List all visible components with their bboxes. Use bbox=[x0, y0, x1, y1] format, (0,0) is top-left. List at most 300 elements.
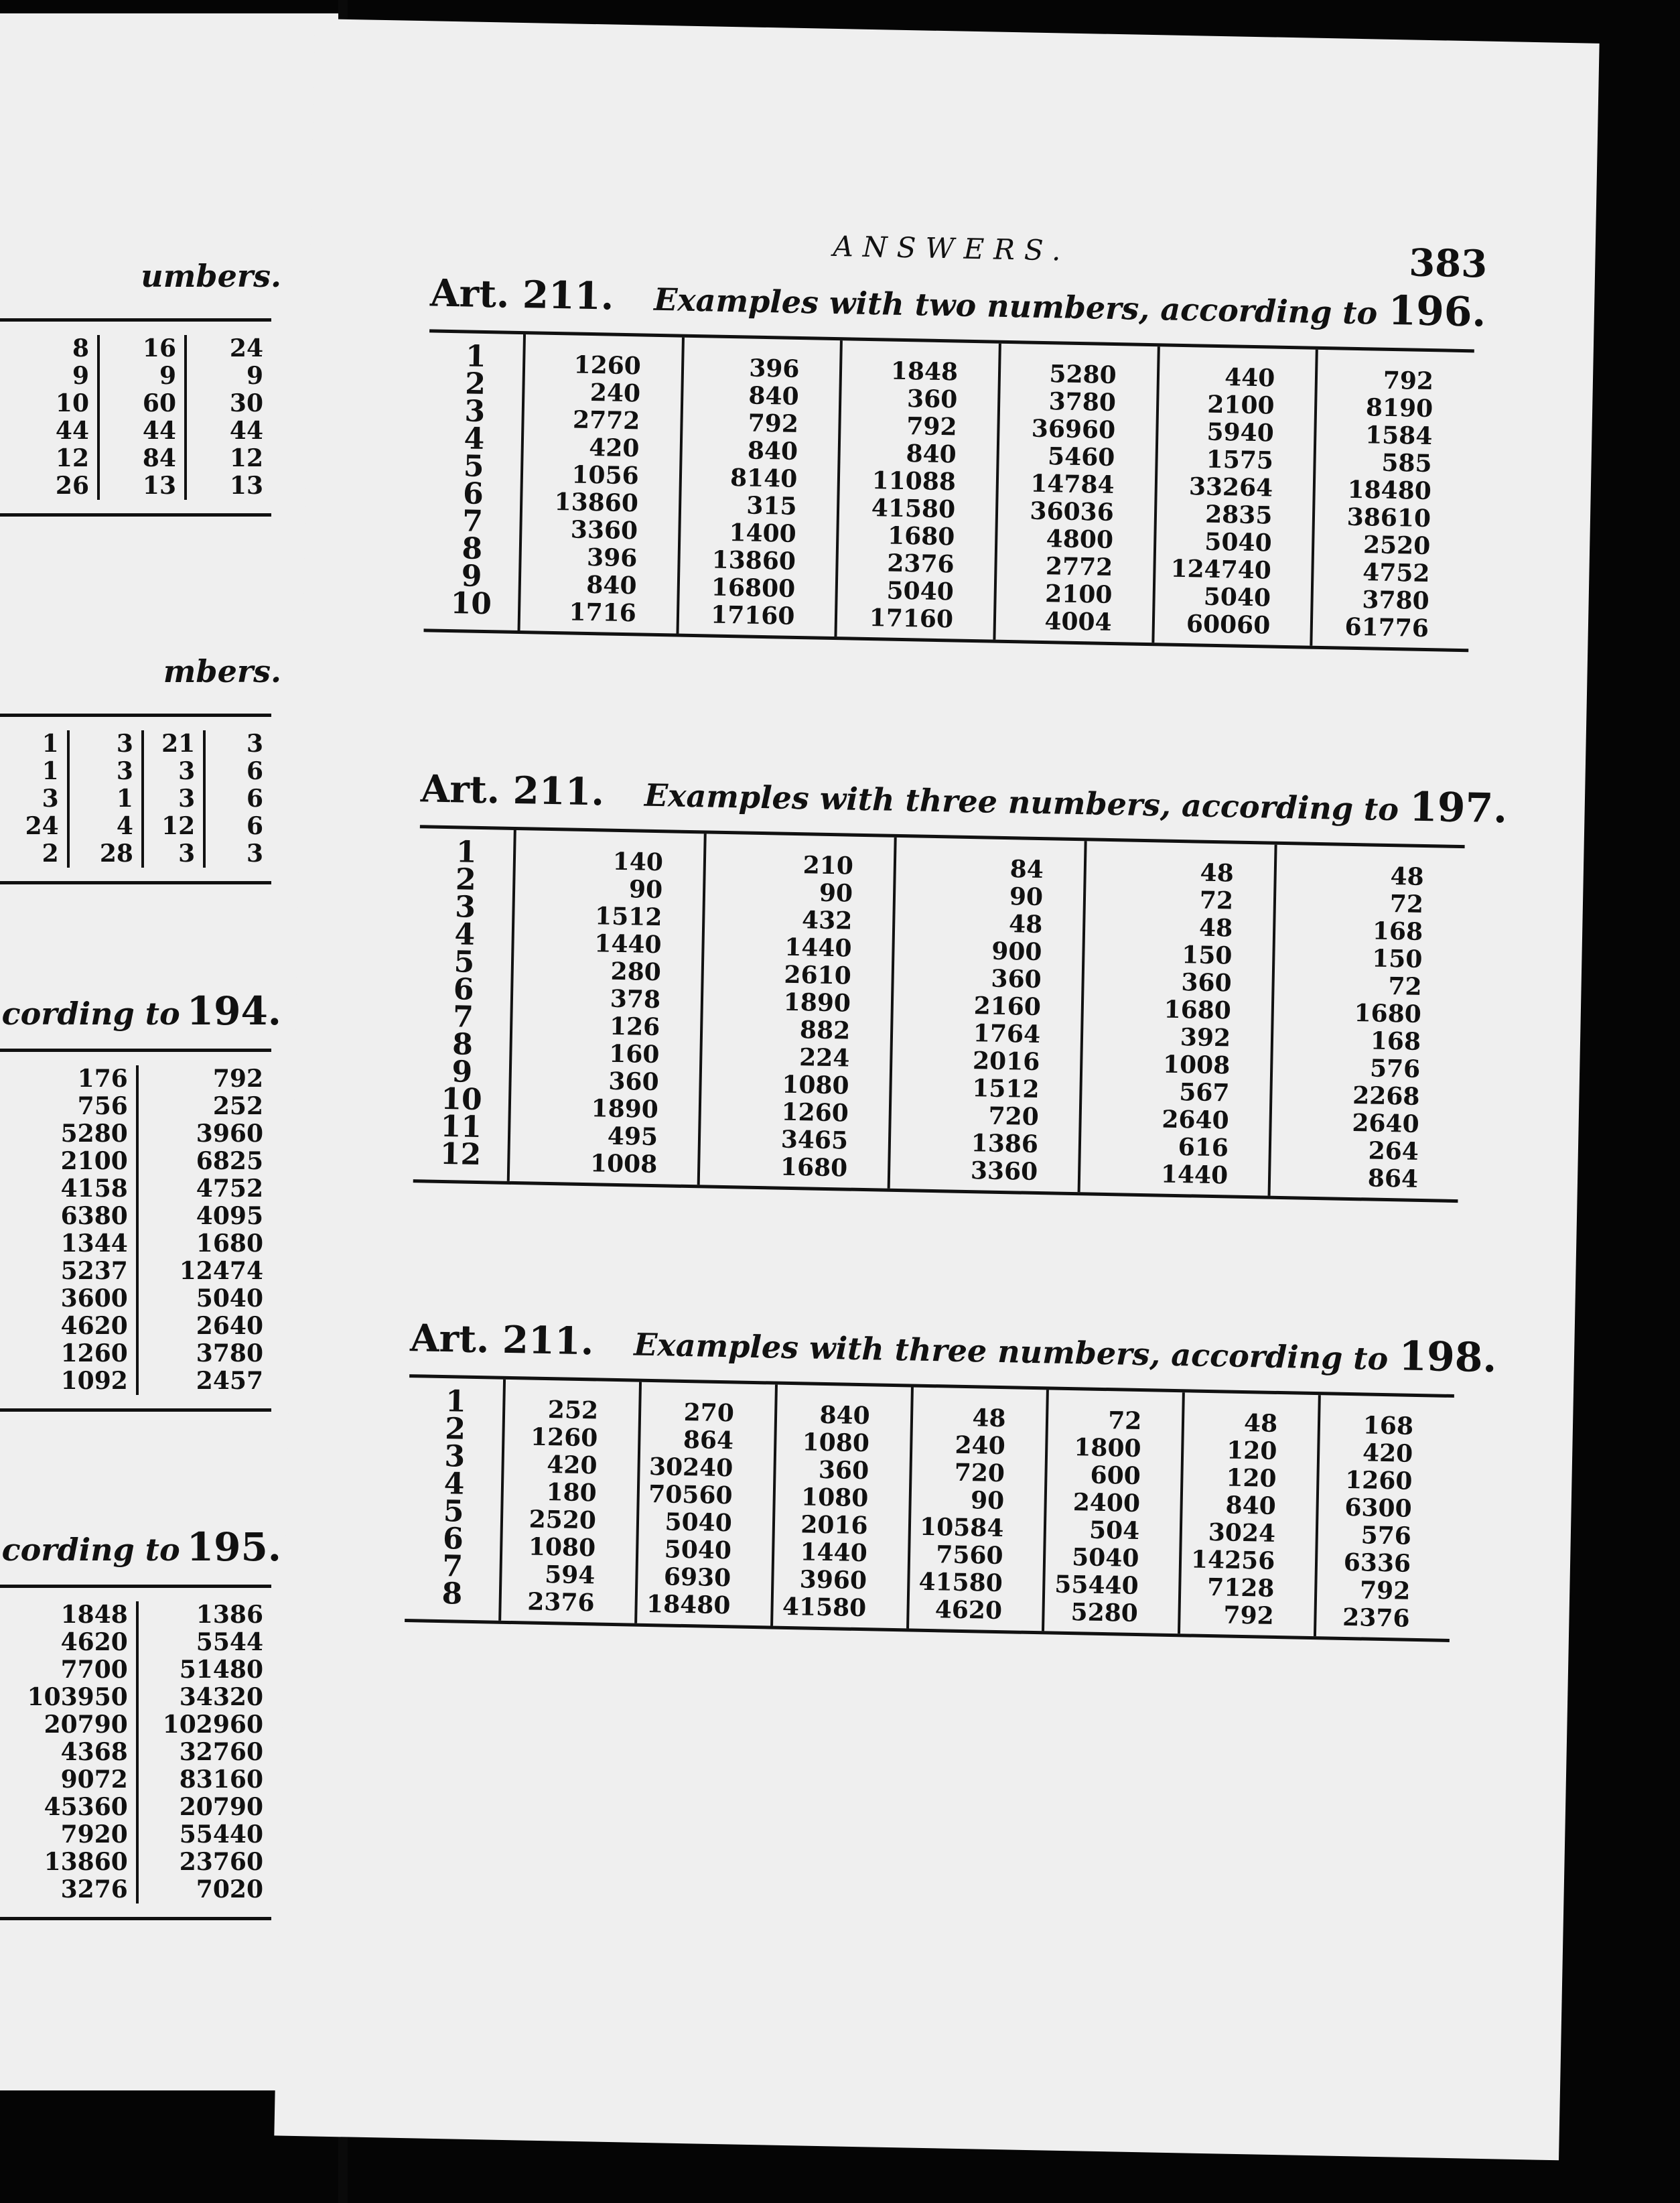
answer-value: 2640 bbox=[1162, 1105, 1230, 1135]
answer-value: 3780 bbox=[196, 1339, 263, 1367]
partial-answer-table bbox=[0, 730, 271, 868]
example-number: 5 bbox=[453, 945, 475, 980]
answer-value: 1890 bbox=[783, 988, 851, 1018]
answer-value: 3 bbox=[116, 730, 133, 758]
answer-value: 3960 bbox=[799, 1565, 867, 1595]
answer-value: 33264 bbox=[1188, 472, 1273, 503]
partial-section-reference: 194. bbox=[186, 988, 281, 1034]
answer-value: 396 bbox=[748, 354, 800, 383]
answer-value: 83160 bbox=[179, 1765, 263, 1794]
answer-value: 280 bbox=[610, 957, 662, 987]
answer-value: 2520 bbox=[1362, 531, 1431, 561]
partial-top-rule bbox=[0, 318, 271, 322]
answer-value: 51480 bbox=[179, 1656, 263, 1684]
answer-value: 3360 bbox=[970, 1156, 1038, 1187]
answer-value: 8 bbox=[72, 334, 89, 362]
example-number-column bbox=[424, 332, 523, 630]
answer-value: 4368 bbox=[60, 1738, 128, 1766]
partial-answer-column bbox=[0, 1065, 136, 1395]
answer-value: 1260 bbox=[573, 350, 642, 381]
answer-value: 792 bbox=[1359, 1576, 1411, 1605]
answer-value: 576 bbox=[1369, 1054, 1421, 1083]
partial-answer-column bbox=[203, 730, 271, 868]
answer-value: 2457 bbox=[196, 1367, 263, 1395]
answer-value: 3360 bbox=[570, 515, 638, 545]
example-number-column bbox=[413, 828, 514, 1181]
answer-value: 21 bbox=[161, 730, 196, 758]
answer-value: 900 bbox=[991, 937, 1042, 967]
answer-value: 34320 bbox=[179, 1683, 263, 1711]
answer-column bbox=[697, 833, 894, 1188]
answer-value: 1512 bbox=[594, 902, 662, 932]
example-number: 7 bbox=[441, 1549, 464, 1584]
answer-value: 124740 bbox=[1170, 554, 1272, 585]
answer-value: 13860 bbox=[711, 545, 796, 576]
answer-value: 41580 bbox=[918, 1567, 1003, 1598]
answer-value: 61776 bbox=[1344, 612, 1429, 643]
answer-value: 72 bbox=[1389, 890, 1424, 919]
answer-value: 30240 bbox=[648, 1452, 733, 1483]
answer-value: 4752 bbox=[196, 1175, 263, 1203]
answer-value: 1440 bbox=[593, 929, 662, 959]
answer-value: 3 bbox=[246, 840, 263, 868]
example-number: 10 bbox=[450, 586, 492, 622]
example-number: 7 bbox=[452, 1000, 474, 1034]
partial-answer-column bbox=[0, 335, 97, 500]
answer-value: 1080 bbox=[781, 1070, 849, 1100]
answer-value: 840 bbox=[585, 570, 637, 600]
partial-answer-column bbox=[141, 730, 203, 868]
answer-column bbox=[676, 338, 840, 637]
answer-value: 392 bbox=[1180, 1023, 1231, 1053]
answer-value: 12 bbox=[55, 444, 89, 472]
answer-value: 103950 bbox=[27, 1683, 128, 1711]
answer-value: 2160 bbox=[973, 992, 1042, 1022]
answer-column bbox=[1151, 346, 1316, 645]
answer-value: 792 bbox=[906, 412, 957, 442]
answer-value: 6380 bbox=[60, 1202, 128, 1230]
answer-value: 48 bbox=[1200, 858, 1235, 888]
section-description: Examples with three numbers, according to bbox=[633, 1326, 1389, 1378]
answer-value: 2376 bbox=[1342, 1603, 1410, 1633]
answer-value: 14784 bbox=[1030, 469, 1115, 500]
answer-value: 180 bbox=[546, 1478, 598, 1508]
answer-value: 72 bbox=[1388, 972, 1422, 1001]
answer-value: 70560 bbox=[648, 1479, 733, 1510]
example-number: 5 bbox=[443, 1494, 465, 1529]
answer-value: 168 bbox=[1362, 1411, 1414, 1441]
partial-answer-column bbox=[0, 730, 67, 868]
answer-value: 420 bbox=[588, 433, 640, 463]
answer-value: 13 bbox=[229, 472, 263, 500]
answer-value: 616 bbox=[1178, 1133, 1229, 1162]
answer-table bbox=[405, 1378, 1454, 1639]
answer-value: 90 bbox=[1009, 882, 1044, 912]
answer-column bbox=[634, 1382, 775, 1626]
running-head: ANSWERS. bbox=[833, 229, 1070, 267]
partial-answer-column bbox=[136, 1065, 271, 1395]
answer-value: 28 bbox=[99, 840, 133, 868]
answer-value: 6 bbox=[246, 785, 263, 813]
answer-value: 48 bbox=[972, 1404, 1006, 1433]
answer-value: 12474 bbox=[179, 1257, 263, 1285]
answer-value: 5040 bbox=[1203, 582, 1271, 612]
answer-value: 720 bbox=[954, 1458, 1005, 1488]
partial-answer-table bbox=[0, 1065, 271, 1395]
answer-value: 1386 bbox=[196, 1601, 263, 1629]
answer-value: 3960 bbox=[196, 1120, 263, 1148]
partial-top-rule bbox=[0, 714, 271, 717]
answer-value: 600 bbox=[1090, 1461, 1141, 1491]
answer-value: 792 bbox=[748, 409, 799, 438]
answer-value: 2100 bbox=[60, 1147, 128, 1175]
partial-bottom-rule bbox=[0, 513, 271, 517]
answer-value: 7128 bbox=[1206, 1573, 1275, 1603]
answer-value: 240 bbox=[589, 378, 641, 408]
answer-column bbox=[1042, 1390, 1182, 1633]
answer-value: 1008 bbox=[1162, 1050, 1231, 1080]
partial-bottom-rule bbox=[0, 881, 271, 884]
answer-value: 720 bbox=[988, 1102, 1040, 1132]
answer-value: 3465 bbox=[780, 1125, 849, 1155]
answer-section bbox=[413, 764, 1508, 1203]
answer-value: 140 bbox=[612, 847, 664, 877]
answer-value: 440 bbox=[1224, 363, 1275, 393]
answer-value: 12 bbox=[161, 812, 196, 840]
example-number: 11 bbox=[440, 1109, 482, 1145]
example-number: 1 bbox=[465, 339, 487, 374]
answer-value: 48 bbox=[1390, 862, 1425, 892]
answer-value: 1080 bbox=[528, 1532, 596, 1562]
answer-value: 1056 bbox=[571, 460, 640, 490]
answer-value: 6 bbox=[246, 812, 263, 840]
answer-value: 2772 bbox=[1045, 552, 1113, 582]
answer-value: 1260 bbox=[781, 1097, 849, 1128]
answer-value: 1890 bbox=[591, 1094, 659, 1124]
answer-value: 72 bbox=[1199, 886, 1234, 915]
answer-value: 11088 bbox=[871, 466, 957, 496]
example-number: 4 bbox=[464, 421, 485, 456]
section-reference: 198. bbox=[1398, 1333, 1498, 1382]
answer-value: 840 bbox=[747, 436, 798, 466]
answer-value: 1680 bbox=[1164, 995, 1232, 1025]
partial-section-title bbox=[2, 1524, 281, 1570]
answer-value: 252 bbox=[547, 1396, 599, 1425]
answer-value: 2100 bbox=[1044, 580, 1113, 610]
answer-value: 864 bbox=[1367, 1164, 1419, 1193]
answer-value: 3 bbox=[246, 730, 263, 758]
answer-value: 240 bbox=[955, 1430, 1006, 1461]
partial-answer-column bbox=[0, 1601, 136, 1904]
answer-value: 420 bbox=[546, 1451, 598, 1480]
answer-section bbox=[423, 269, 1487, 652]
answer-value: 9 bbox=[246, 362, 263, 390]
answer-value: 36960 bbox=[1031, 414, 1116, 445]
answer-value: 1680 bbox=[780, 1152, 848, 1183]
answer-value: 1512 bbox=[971, 1074, 1040, 1104]
partial-top-rule bbox=[0, 1585, 271, 1588]
answer-value: 5280 bbox=[1049, 360, 1117, 390]
partial-section-reference: 195. bbox=[186, 1524, 281, 1570]
answer-value: 2640 bbox=[196, 1312, 263, 1340]
answer-value: 2835 bbox=[1204, 500, 1273, 530]
answer-value: 1575 bbox=[1206, 445, 1274, 475]
answer-value: 1680 bbox=[887, 521, 955, 551]
answer-value: 270 bbox=[683, 1398, 735, 1428]
answer-value: 55440 bbox=[1054, 1570, 1139, 1601]
answer-value: 9072 bbox=[60, 1765, 128, 1794]
answer-value: 2268 bbox=[1352, 1081, 1420, 1111]
example-number-column bbox=[405, 1378, 503, 1621]
answer-value: 4620 bbox=[60, 1312, 128, 1340]
answer-value: 1440 bbox=[800, 1538, 868, 1568]
answer-value: 24 bbox=[25, 812, 59, 840]
article-label: Art. 211. bbox=[429, 271, 614, 319]
answer-value: 10 bbox=[55, 389, 89, 417]
answer-value: 264 bbox=[1368, 1136, 1419, 1166]
answer-value: 84 bbox=[1009, 855, 1044, 884]
answer-value: 1260 bbox=[60, 1339, 128, 1367]
answer-value: 13860 bbox=[44, 1848, 128, 1876]
answer-value: 495 bbox=[607, 1122, 658, 1152]
section-description: Examples with two numbers, according to bbox=[653, 281, 1378, 332]
answer-column bbox=[1268, 845, 1465, 1199]
answer-value: 2400 bbox=[1072, 1488, 1141, 1518]
answer-value: 5280 bbox=[1070, 1598, 1139, 1628]
answer-value: 4752 bbox=[1362, 558, 1430, 588]
answer-value: 882 bbox=[799, 1016, 851, 1045]
answer-value: 44 bbox=[142, 417, 176, 445]
answer-value: 792 bbox=[212, 1065, 263, 1093]
example-number: 6 bbox=[442, 1522, 464, 1556]
answer-value: 160 bbox=[608, 1039, 660, 1069]
answer-value: 3 bbox=[178, 757, 196, 785]
answer-value: 7020 bbox=[196, 1875, 263, 1904]
example-number: 3 bbox=[444, 1439, 466, 1474]
answer-value: 1260 bbox=[530, 1422, 598, 1453]
answer-section bbox=[405, 1314, 1498, 1642]
answer-value: 48 bbox=[1008, 910, 1043, 939]
answer-value: 224 bbox=[798, 1043, 850, 1073]
answer-value: 840 bbox=[906, 440, 957, 469]
partial-answer-table bbox=[0, 335, 271, 500]
example-number: 1 bbox=[456, 835, 477, 870]
example-number: 2 bbox=[455, 862, 477, 897]
answer-value: 4095 bbox=[196, 1202, 263, 1230]
answer-value: 150 bbox=[1371, 944, 1423, 974]
partial-answer-column bbox=[136, 1601, 271, 1904]
partial-bottom-rule bbox=[0, 1917, 271, 1920]
example-number: 8 bbox=[462, 531, 483, 566]
answer-value: 26 bbox=[55, 472, 89, 500]
answer-value: 8190 bbox=[1365, 393, 1433, 423]
answer-value: 5040 bbox=[1071, 1543, 1139, 1573]
answer-value: 5460 bbox=[1047, 442, 1115, 472]
answer-value: 41580 bbox=[782, 1592, 867, 1623]
example-number: 6 bbox=[462, 476, 484, 511]
answer-value: 840 bbox=[1225, 1491, 1277, 1520]
answer-value: 840 bbox=[748, 381, 800, 411]
answer-value: 17160 bbox=[710, 600, 795, 630]
answer-value: 792 bbox=[1383, 366, 1434, 396]
answer-value: 1680 bbox=[196, 1229, 263, 1258]
answer-value: 102960 bbox=[162, 1711, 263, 1739]
answer-table bbox=[413, 828, 1465, 1199]
answer-value: 1260 bbox=[1344, 1465, 1413, 1495]
answer-value: 1386 bbox=[971, 1129, 1039, 1159]
answer-value: 3600 bbox=[60, 1284, 128, 1313]
partial-title-text: cording to bbox=[1, 1532, 180, 1568]
answer-value: 20790 bbox=[44, 1711, 128, 1739]
answer-value: 360 bbox=[1181, 968, 1233, 998]
answer-value: 6300 bbox=[1344, 1493, 1413, 1523]
answer-value: 5940 bbox=[1206, 417, 1275, 448]
example-number: 10 bbox=[440, 1081, 483, 1118]
answer-value: 9 bbox=[72, 362, 89, 390]
partial-section-title bbox=[141, 258, 281, 294]
example-number: 1 bbox=[445, 1384, 467, 1419]
answer-column bbox=[498, 1380, 639, 1623]
answer-value: 7700 bbox=[60, 1656, 128, 1684]
answer-value: 120 bbox=[1226, 1436, 1277, 1465]
answer-value: 2376 bbox=[527, 1587, 595, 1617]
answer-column bbox=[1178, 1392, 1318, 1636]
answer-column bbox=[1078, 841, 1275, 1195]
answer-value: 1080 bbox=[802, 1428, 870, 1458]
answer-value: 6930 bbox=[663, 1562, 731, 1593]
example-number: 9 bbox=[461, 559, 482, 594]
answer-value: 5280 bbox=[60, 1120, 128, 1148]
answer-value: 14256 bbox=[1190, 1545, 1275, 1575]
answer-value: 1716 bbox=[569, 598, 637, 628]
answer-value: 5040 bbox=[196, 1284, 263, 1313]
answer-value: 5040 bbox=[1204, 527, 1273, 557]
answer-value: 420 bbox=[1362, 1439, 1413, 1468]
answer-value: 2610 bbox=[784, 960, 852, 990]
answer-value: 41580 bbox=[871, 494, 956, 524]
answer-column bbox=[888, 838, 1084, 1192]
answer-value: 3780 bbox=[1362, 586, 1430, 616]
example-number: 8 bbox=[451, 1027, 474, 1062]
answer-value: 792 bbox=[1223, 1601, 1275, 1630]
answer-value: 17160 bbox=[869, 604, 954, 634]
answer-value: 1400 bbox=[729, 519, 797, 548]
answer-value: 2772 bbox=[572, 405, 640, 436]
answer-value: 9 bbox=[159, 362, 176, 390]
answer-value: 594 bbox=[544, 1560, 596, 1590]
partial-answer-column bbox=[184, 335, 271, 500]
example-number: 12 bbox=[439, 1136, 482, 1173]
answer-value: 360 bbox=[818, 1455, 869, 1485]
answer-value: 48 bbox=[1243, 1409, 1278, 1438]
answer-column bbox=[1314, 1395, 1454, 1639]
answer-value: 1848 bbox=[890, 356, 959, 387]
answer-value: 168 bbox=[1372, 917, 1423, 947]
partial-section-title bbox=[163, 653, 281, 689]
answer-value: 120 bbox=[1226, 1463, 1277, 1493]
answer-value: 2016 bbox=[972, 1047, 1040, 1077]
answer-value: 840 bbox=[819, 1400, 871, 1430]
answer-value: 13860 bbox=[554, 488, 639, 518]
answer-value: 576 bbox=[1360, 1521, 1412, 1550]
answer-column bbox=[507, 830, 704, 1185]
answer-value: 1764 bbox=[973, 1019, 1041, 1049]
answer-column bbox=[993, 344, 1157, 643]
partial-answer-column bbox=[67, 730, 141, 868]
answer-value: 585 bbox=[1381, 448, 1432, 478]
answer-value: 60060 bbox=[1186, 610, 1271, 640]
answer-value: 4620 bbox=[934, 1595, 1003, 1625]
answer-value: 567 bbox=[1178, 1078, 1230, 1108]
answer-value: 864 bbox=[683, 1425, 734, 1455]
answer-value: 44 bbox=[229, 417, 263, 445]
answer-value: 72 bbox=[1107, 1406, 1142, 1436]
answer-column bbox=[518, 334, 682, 633]
answer-value: 3 bbox=[178, 785, 196, 813]
answer-value: 252 bbox=[212, 1092, 263, 1120]
answer-value: 2100 bbox=[1206, 390, 1275, 420]
answer-value: 90 bbox=[970, 1486, 1005, 1516]
answer-value: 30 bbox=[229, 389, 263, 417]
answer-value: 36036 bbox=[1030, 496, 1115, 527]
answer-value: 1848 bbox=[60, 1601, 128, 1629]
answer-value: 3 bbox=[178, 840, 196, 868]
answer-value: 504 bbox=[1089, 1516, 1140, 1546]
answer-value: 8140 bbox=[729, 464, 798, 493]
answer-value: 13 bbox=[142, 472, 176, 500]
answer-value: 315 bbox=[746, 491, 797, 521]
answer-value: 12 bbox=[229, 444, 263, 472]
example-number: 2 bbox=[444, 1412, 466, 1447]
answer-value: 60 bbox=[142, 389, 176, 417]
answer-value: 1680 bbox=[1354, 999, 1422, 1028]
right-page bbox=[274, 19, 1599, 2160]
answer-value: 360 bbox=[991, 964, 1042, 994]
answer-value: 90 bbox=[819, 878, 853, 908]
answer-table bbox=[424, 332, 1474, 649]
answer-value: 210 bbox=[802, 851, 854, 880]
answer-value: 1800 bbox=[1073, 1433, 1141, 1463]
example-number: 3 bbox=[454, 890, 476, 925]
example-number: 6 bbox=[453, 972, 475, 1007]
answer-value: 5040 bbox=[664, 1535, 732, 1565]
answer-value: 10584 bbox=[919, 1512, 1004, 1543]
answer-value: 1 bbox=[42, 757, 59, 785]
answer-value: 44 bbox=[55, 417, 89, 445]
partial-answer-table bbox=[0, 1601, 271, 1904]
answer-value: 16 bbox=[142, 334, 176, 362]
answer-value: 360 bbox=[608, 1067, 660, 1097]
answer-value: 1092 bbox=[60, 1367, 128, 1395]
answer-value: 24 bbox=[229, 334, 263, 362]
answer-value: 1 bbox=[42, 730, 59, 758]
partial-title-text: cording to bbox=[1, 996, 180, 1032]
answer-value: 5544 bbox=[196, 1628, 263, 1656]
answer-value: 396 bbox=[586, 543, 638, 573]
answer-value: 1 bbox=[116, 785, 133, 813]
answer-column bbox=[1310, 350, 1474, 649]
answer-value: 2376 bbox=[886, 549, 955, 579]
answer-value: 84 bbox=[142, 444, 176, 472]
answer-value: 55440 bbox=[179, 1820, 263, 1849]
section-description: Examples with three numbers, according to bbox=[644, 777, 1399, 828]
answer-value: 378 bbox=[610, 984, 661, 1014]
example-number: 4 bbox=[443, 1467, 465, 1501]
answer-value: 23760 bbox=[179, 1848, 263, 1876]
answer-value: 432 bbox=[801, 906, 853, 935]
answer-value: 20790 bbox=[179, 1793, 263, 1821]
answer-value: 16800 bbox=[711, 573, 796, 603]
